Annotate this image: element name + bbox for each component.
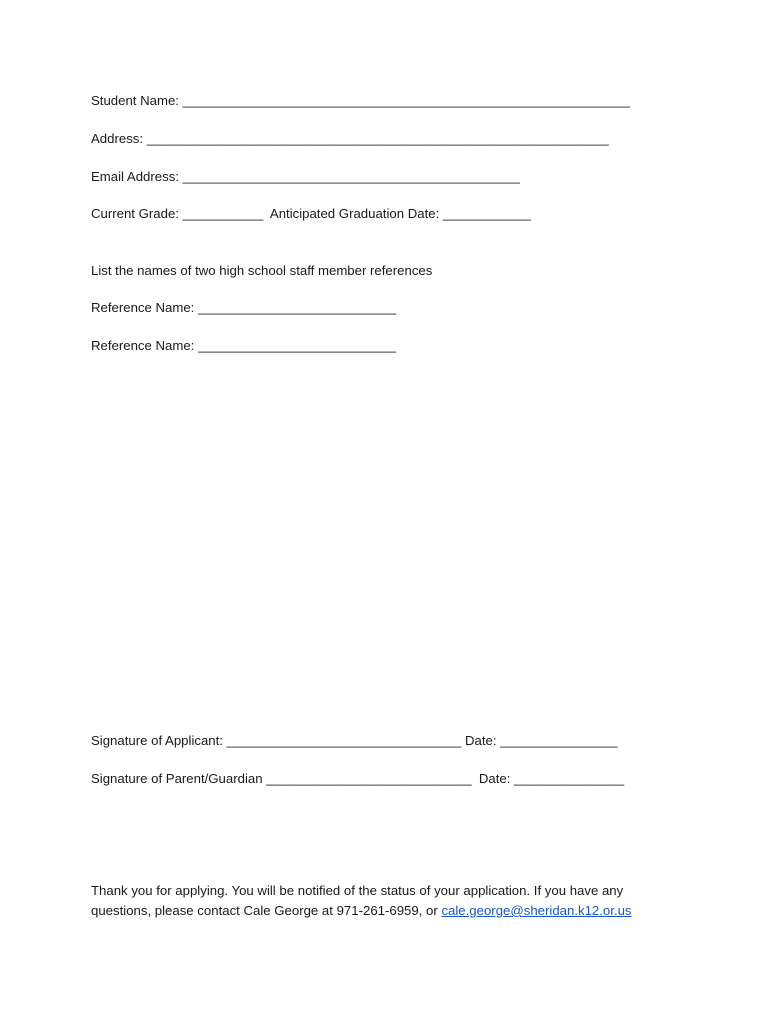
contact-text xyxy=(91,903,632,919)
applicant-signature-field[interactable]: Signature of Applicant: ________________________________ Date: ________________ xyxy=(91,733,618,748)
address-field[interactable]: Address: _______________________________________________________________ xyxy=(91,131,609,146)
contact-text-prefix: questions, please contact Cale George at 971-261-6959, or xyxy=(91,903,442,918)
contact-email-link[interactable]: cale.george@sheridan.k12.or.us xyxy=(441,903,632,918)
grade-graduation-field[interactable]: Current Grade: ___________ Anticipated Graduation Date: ____________ xyxy=(91,206,531,221)
email-address-field[interactable]: Email Address: ______________________________________________ xyxy=(91,169,520,184)
references-instruction: List the names of two high school staff member references xyxy=(91,263,433,278)
reference-name-field-1[interactable]: Reference Name: ___________________________ xyxy=(91,300,397,315)
student-name-field[interactable]: Student Name: _____________________________________________________________ xyxy=(91,93,631,108)
parent-signature-field[interactable]: Signature of Parent/Guardian ____________________________ Date: _______________ xyxy=(91,771,625,786)
thank-you-text: Thank you for applying. You will be notified of the status of your application. If you have any xyxy=(91,883,624,898)
reference-name-field-2[interactable]: Reference Name: ___________________________ xyxy=(91,338,397,353)
